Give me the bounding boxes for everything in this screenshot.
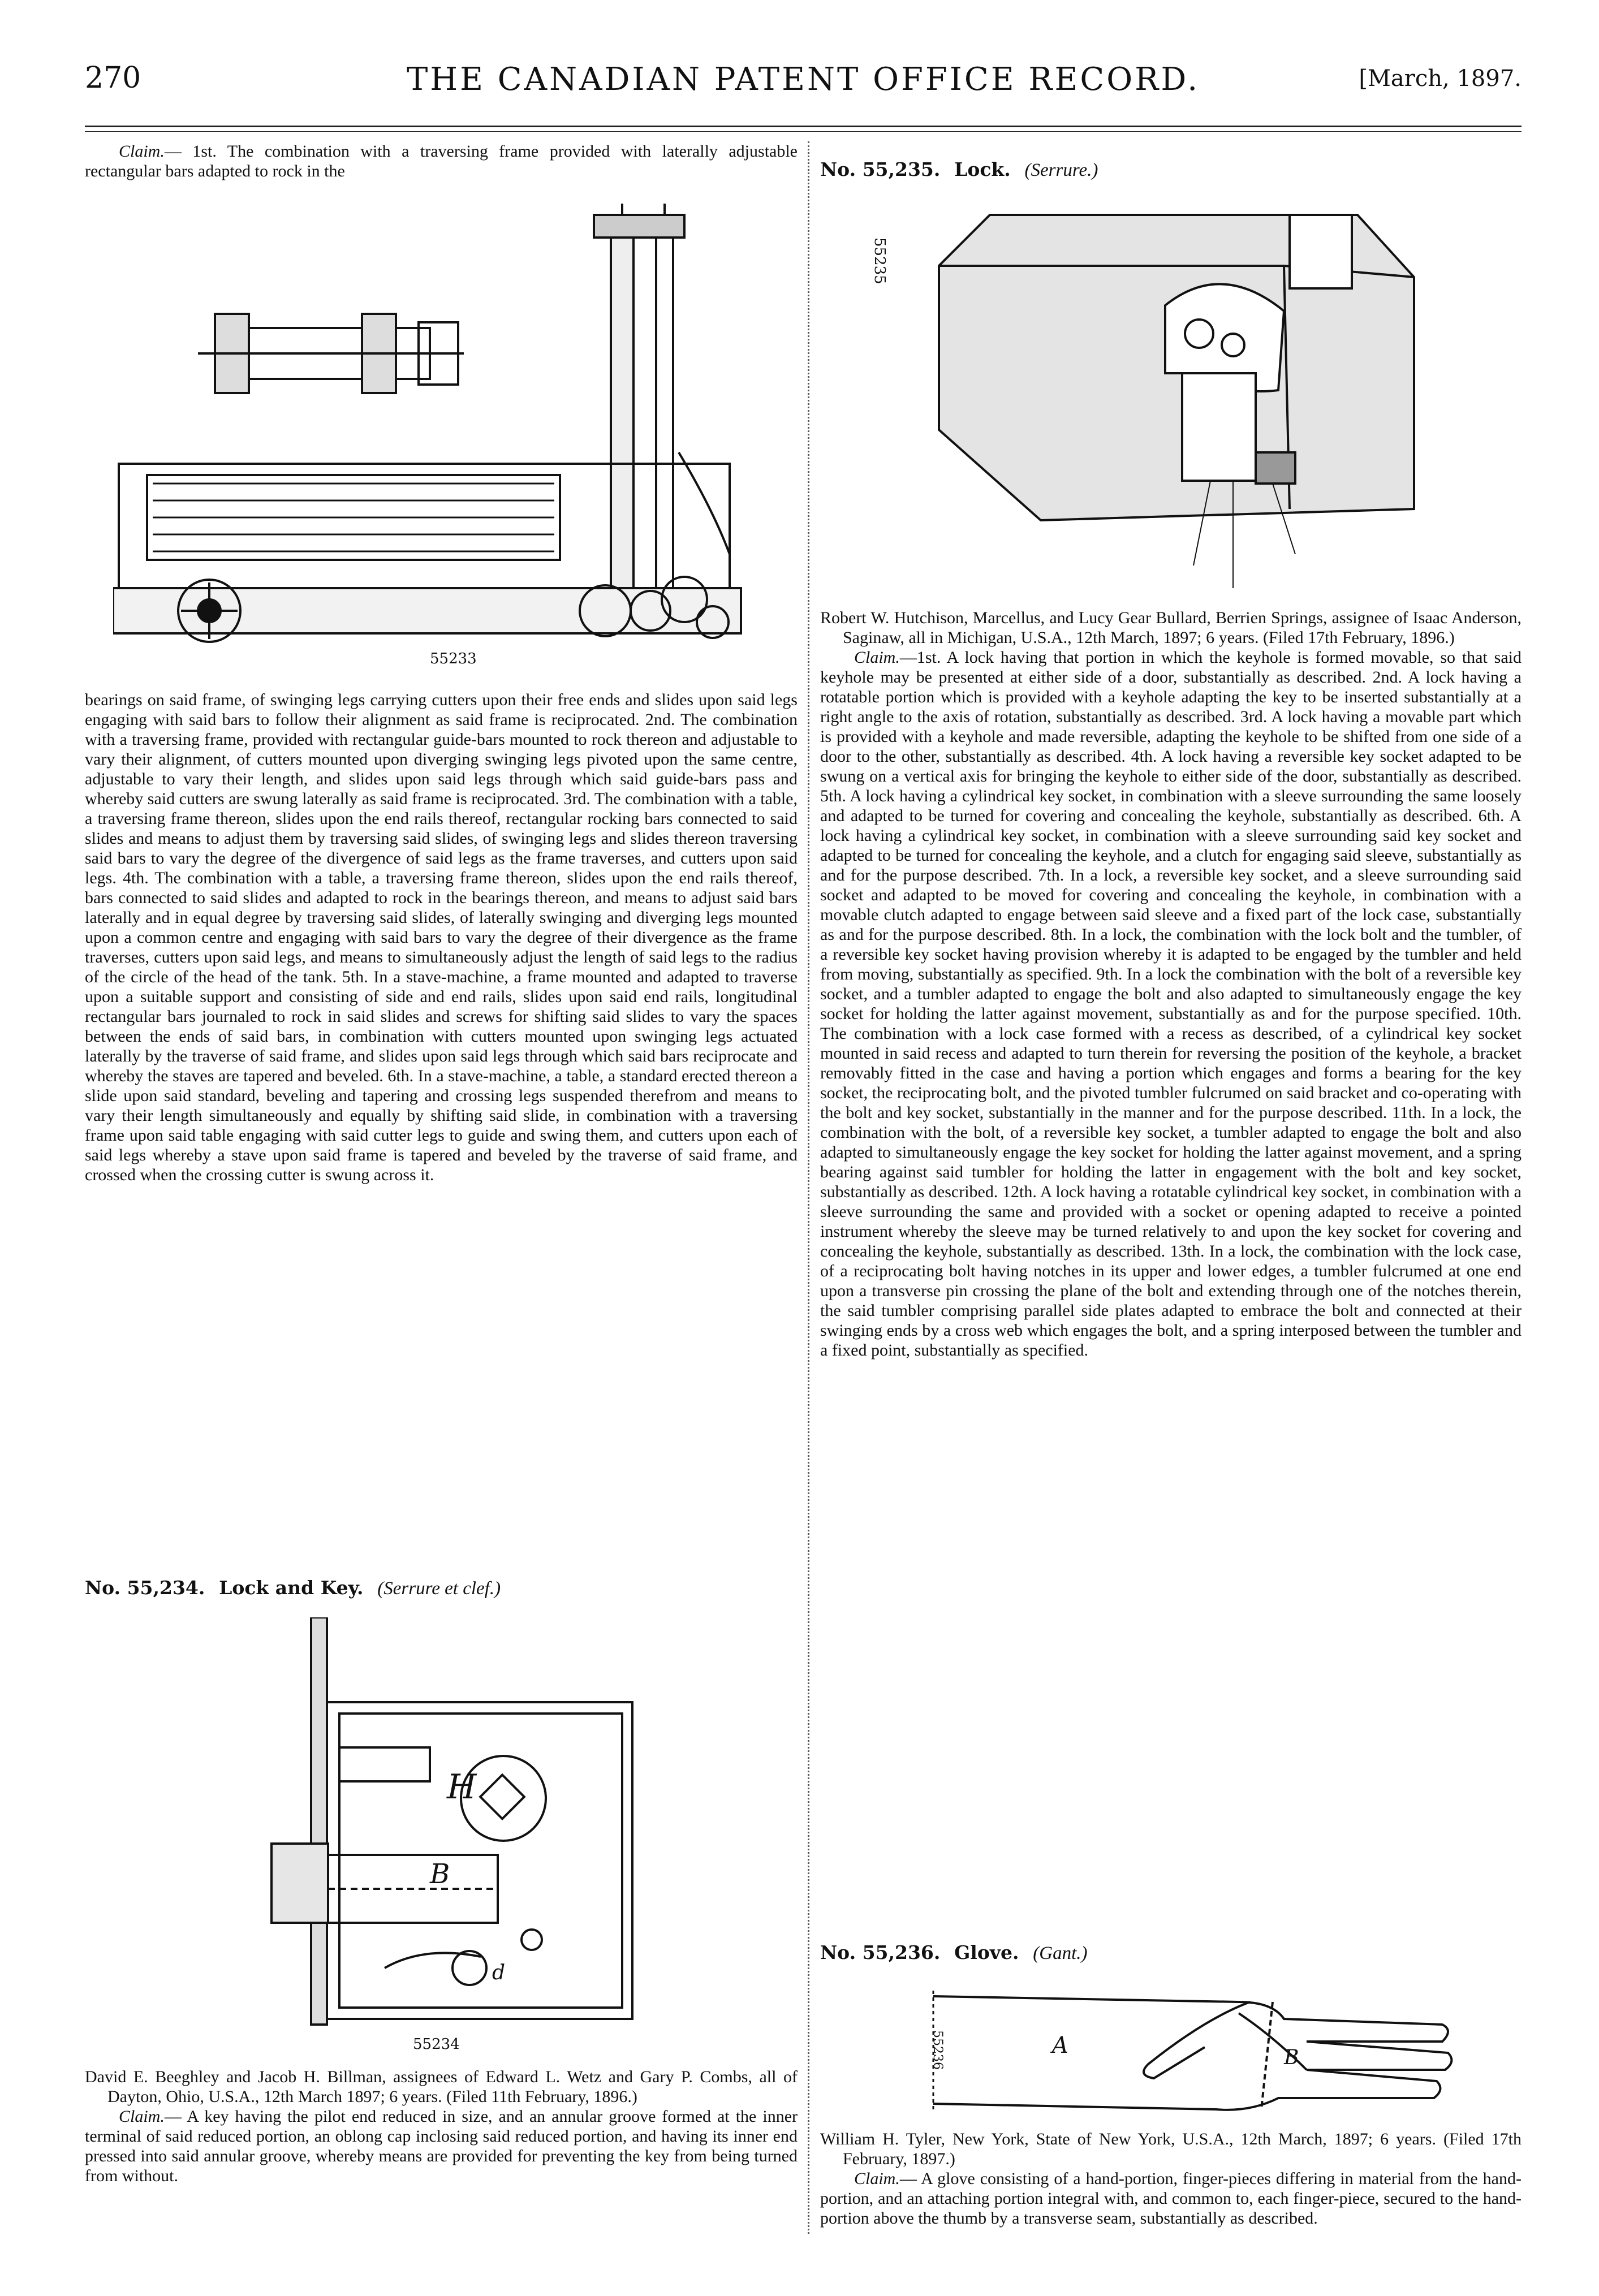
svg-text:H: H [447,1767,477,1807]
header-rule [85,126,1522,127]
page-number: 270 [85,61,141,95]
svg-text:B: B [430,1858,450,1890]
patent-number: No. 55,235. [820,158,941,180]
claim-label: Claim. [119,2107,165,2126]
figure-55236-glove [911,1979,1465,2115]
patent-title: Glove. [954,1941,1019,1963]
claim-text: — 1st. The combination with a traversing frame provided with laterally adjustable rectangular bars adapted to rock in the [85,142,798,180]
claim-label: Claim. [854,2169,900,2188]
patent-title: Lock and Key. [219,1577,364,1599]
patent-55236-body [820,2129,1522,2228]
header-rule-thin [85,131,1522,132]
svg-text:A: A [1052,2032,1068,2058]
figure-number-55234: 55234 [413,2036,460,2053]
column-divider [808,141,809,2234]
journal-title: THE CANADIAN PATENT OFFICE RECORD. [406,61,1200,98]
patent-number: No. 55,234. [85,1577,205,1599]
claim-label: Claim. [119,142,165,161]
figure-55234-lock-and-key [243,1617,650,2053]
patent-french-title: (Serrure.) [1024,160,1098,180]
inventors: David E. Beeghley and Jacob H. Billman, assignees of Edward L. Wetz and Gary P. Combs, all of Dayton, Ohio, U.S.A., 12th March 1897; 6 years. (Filed 11th February, 1896.) [85,2068,798,2106]
patent-55233-claim-lead [85,141,798,181]
page-header [85,61,1522,106]
patent-title: Lock. [954,158,1011,180]
patent-number: No. 55,236. [820,1941,941,1963]
patent-french-title: (Gant.) [1033,1943,1088,1963]
svg-text:B: B [1284,2046,1299,2069]
figure-55233-stave-machine [113,192,781,679]
issue-date: [March, 1897. [1359,66,1522,92]
patent-55234-body [85,2067,798,2186]
patent-55234-heading [85,1578,798,1599]
claim-text: — A key having the pilot end reduced in size, and an annular groove formed at the inner terminal of said reduced portion, an oblong cap inclosing said reduced portion, and having its inner end pressed into said annular groove, whereby means are provided for preventing the key from being turned from without. [85,2107,798,2185]
inventors: Robert W. Hutchison, Marcellus, and Lucy Gear Bullard, Berrien Springs, assignee of Isaac Anderson, Saginaw, all in Michigan, U.S.A., 12th March, 1897; 6 years. (Filed 17th February, 1896.) [820,608,1522,647]
figure-number-55236: 55236 [930,2030,945,2070]
figure-number-55235: 55235 [871,238,888,284]
svg-text:d: d [492,1961,506,1984]
patent-55236-heading [820,1943,1522,1963]
claim-continued-text: bearings on said frame, of swinging legs carrying cutters upon their free ends and slides upon said legs engaging with said bars to follow their alignment as said frame is reciprocated. 2nd. The combination with a traversing frame, provided with rectangular guide-bars mounted to rock thereon and adjustable to vary their alignment, of cutters mounted upon diverging swinging legs pivoted upon the same centre, adjustable to vary their length, and slides upon said legs through which said guide-bars pass and whereby said cutters are swung laterally as said frame is reciprocated. 3rd. The combination with a table, a traversing frame thereon, slides upon the end rails thereof, rectangular rocking bars connected to said slides and means to adjust them by traversing said slides, of swinging legs and slides thereon traversing said bars to vary the degree of the divergence of said legs as the frame traverses, and cutters upon said legs. 4th. The combination with a table, a traversing frame thereon, slides upon the end rails thereof, bars connected to said slides and adapted to rock in the bearings thereon, and means to adjust said bars laterally and in equal degree by traversing said slides, of laterally swinging and diverging legs mounted upon a common centre and engaging with said bars to vary the degree of their divergence as the frame traverses, cutters upon said legs, and means to simultaneously adjust the length of said legs to the radius of the circle of the head of the tank. 5th. In a stave-machine, a frame mounted and adapted to traverse upon a suitable support and consisting of side and end rails, slides upon said end rails, longitudinal rectangular bars journaled to rock in said slides and screws for shifting said slides to vary the spaces between the ends of said bars, in combination with cutters mounted upon swinging legs actuated laterally by the traverse of said frame, and slides upon said legs through which said bars reciprocate and whereby the staves are tapered and beveled. 6th. In a stave-machine, a table, a standard erected thereon a slide upon said standard, beveling and tapering and crossing legs suspended therefrom and means to vary their length simultaneously and equally by shifting said slide, in combination with a traversing frame upon said table engaging with said cutter legs to guide and swing them, and cutters upon each of said legs whereby a stave upon said frame is tapered and beveled by the traverse of said frame, and crossed when the crossing cutter is swung across it. [85,690,798,1184]
figure-number-55233: 55233 [430,650,477,667]
patent-55233-claim-continued [85,690,798,1185]
figure-55235-lock [871,204,1437,611]
inventors: William H. Tyler, New York, State of New York, U.S.A., 12th March, 1897; 6 years. (Filed 17th February, 1897.) [820,2130,1522,2168]
patent-french-title: (Serrure et clef.) [377,1578,501,1599]
patent-55235-heading [820,159,1522,180]
claim-label: Claim. [854,648,900,667]
claim-text: — A glove consisting of a hand-portion, finger-pieces differing in material from the hand-portion, and an attaching portion integral with, and common to, each finger-piece, secured to the hand-portion above the thumb by a transverse seam, substantially as described. [820,2169,1522,2228]
patent-55235-body [820,608,1522,1360]
claim-text: —1st. A lock having that portion in which the keyhole is formed movable, so that said keyhole may be presented at either side of a door, substantially as described. 2nd. A lock having a rotatable portion which is provided with a keyhole adapting the key to be inserted substantially at a right angle to the axis of rotation, substantially as described. 3rd. A lock having a movable part which is provided with a keyhole and made reversible, adapting the keyhole to be shifted from one side of a door to the other, substantially as described. 4th. A lock having a reversible key socket adapted to be swung on a vertical axis for bringing the keyhole to either side of the door, substantially as described. 5th. A lock having a cylindrical key socket, in combination with a sleeve surrounding the same loosely and adapted to be turned for covering and concealing the keyhole, substantially as described. 6th. A lock having a cylindrical key socket, in combination with a sleeve surrounding said key socket and adapted to be turned for concealing the keyhole, and a clutch for engaging said sleeve, substantially as and for the purpose described. 7th. In a lock, a reversible key socket, and a sleeve surrounding said socket and adapted to be moved for covering and concealing the keyhole, in combination with a movable clutch adapted to engage between said sleeve and a fixed part of the lock case, substantially as and for the purpose described. 8th. In a lock, the combination with the lock bolt and the tumbler, of a reversible key socket having provision whereby it is adapted to be engaged by the tumbler and held from moving, substantially as specified. 9th. In a lock the combination with the bolt of a reversible key socket, and a tumbler adapted to engage the bolt and also adapted to simultaneously engage the key socket for holding the latter against movement, substantially as and for the purpose specified. 10th. The combination with a lock case formed with a recess as described, of a cylindrical key socket mounted in said recess and adapted to turn therein for reversing the position of the keyhole, a bracket removably fitted in the case and having a portion which engages and forms a bearing for the key socket, the reciprocating bolt, and the pivoted tumbler fulcrumed on said bracket and co-operating with the bolt and key socket, substantially in the manner and for the purpose described. 11th. In a lock, the combination with the bolt, of a reversible key socket, a tumbler adapted to engage the bolt and also adapted to simultaneously engage the key socket for holding the latter against movement, and a spring bearing against said tumbler for holding the latter in engagement with the bolt and key socket, substantially as described. 12th. A lock having a rotatable cylindrical key socket, in combination with a sleeve surrounding the same and provided with a socket or opening adapted to receive a pointed instrument whereby the sleeve may be turned relatively to and upon the key socket for covering and concealing the keyhole, substantially as described. 13th. In a lock, the combination with the lock case, of a reciprocating bolt having notches in its upper and lower edges, a tumbler fulcrumed at one end upon a transverse pin crossing the plane of the bolt and extending through one of the notches therein, the said tumbler comprising parallel side plates adapted to embrace the bolt and connected at their swinging ends by a cross web which engages the bolt, and a spring interposed between the tumbler and a fixed point, substantially as specified. [820,648,1522,1360]
